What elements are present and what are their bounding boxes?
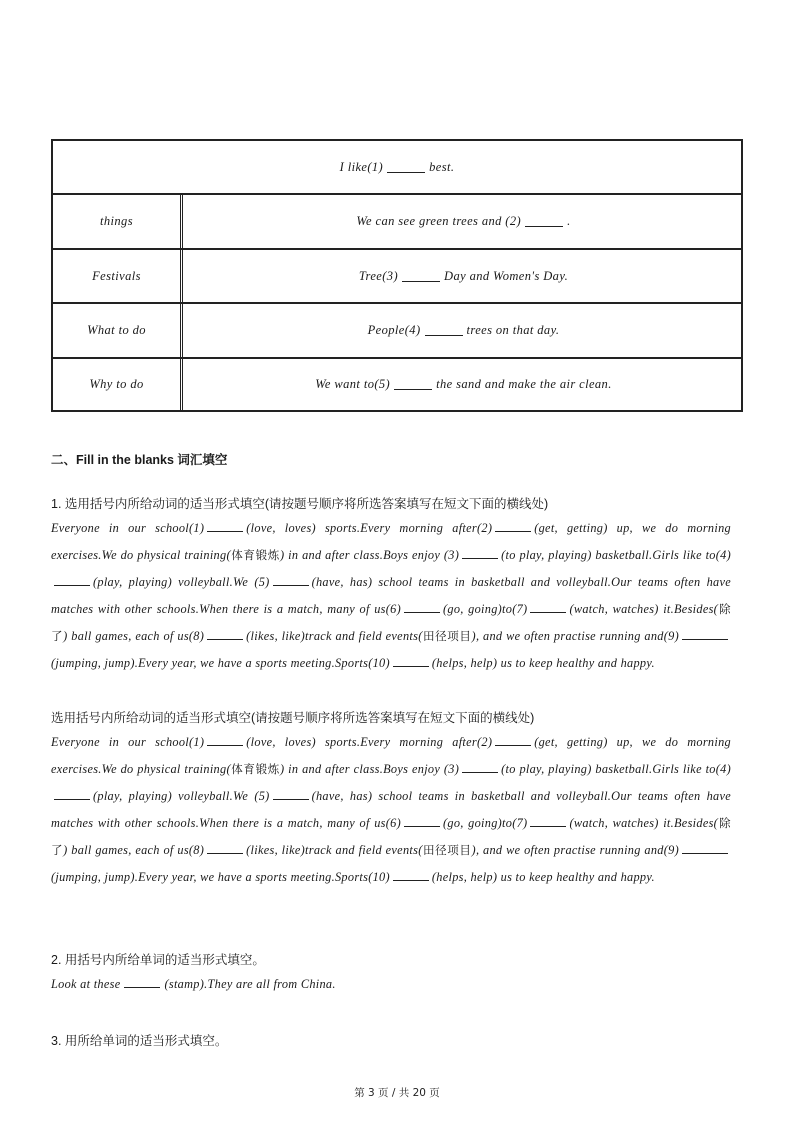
question-1-prompt: 1. 选用括号内所给动词的适当形式填空(请按题号顺序将所选答案填写在短文下面的横线处) xyxy=(51,497,549,511)
row-text-post: . xyxy=(567,214,571,228)
row-text-pre: We want to(5) xyxy=(315,377,391,391)
passage-text: (to play, playing) basketball.Girls like to(4) xyxy=(501,547,731,562)
answer-blank[interactable] xyxy=(393,656,429,667)
table-row xyxy=(53,195,741,250)
row-content xyxy=(186,195,741,248)
answer-blank[interactable] xyxy=(462,762,498,773)
passage-text: (love, loves) sports.Every morning after(2) xyxy=(246,521,493,535)
passage-text: ) in and after class.Boys enjoy (3) xyxy=(279,761,460,776)
row-text-pre: People(4) xyxy=(367,323,421,337)
answer-blank[interactable] xyxy=(495,521,531,532)
passage-text: (jumping, jump).Every year, we have a sports meeting.Sports(10) xyxy=(51,655,390,670)
answer-blank[interactable] xyxy=(273,789,309,800)
answer-blank[interactable] xyxy=(404,816,440,827)
passage-text: (get, getting) up, we do morning exercises.We do physical training( xyxy=(51,735,731,776)
answer-blank[interactable] xyxy=(682,843,728,854)
passage-text: (watch, watches) it.Besides( xyxy=(569,815,719,830)
passage-text: (get, getting) up, we do morning exercises.We do physical training( xyxy=(51,521,731,562)
answer-blank[interactable] xyxy=(54,789,90,800)
row-label: things xyxy=(53,195,183,248)
answer-blank[interactable] xyxy=(124,977,160,988)
answer-blank[interactable] xyxy=(207,521,243,532)
passage-text: (go, going)to(7) xyxy=(442,601,528,616)
table-row xyxy=(53,359,741,410)
passage-text: (go, going)to(7) xyxy=(442,815,528,830)
passage-text: ) ball games, each of us(8) xyxy=(63,842,205,857)
passage-text: Everyone in our school(1) xyxy=(51,521,205,535)
answer-blank[interactable] xyxy=(682,629,728,640)
question-3-prompt: 3. 用所给单词的适当形式填空。 xyxy=(51,1034,228,1048)
passage-text: (helps, help) us to keep healthy and happy. xyxy=(431,655,655,670)
passage-text: (likes, like)track and field events( xyxy=(246,842,423,857)
passage-text: (jumping, jump).Every year, we have a sports meeting.Sports(10) xyxy=(51,869,390,884)
question-2-prompt: 2. 用括号内所给单词的适当形式填空。 xyxy=(51,953,265,967)
row-content xyxy=(186,359,741,410)
table-row xyxy=(53,250,741,304)
passage-text: (play, playing) volleyball.We (5) xyxy=(93,574,270,589)
passage-text: (likes, like)track and field events( xyxy=(246,628,423,643)
question-1-prompt-repeat: 选用括号内所给动词的适当形式填空(请按题号顺序将所选答案填写在短文下面的横线处) xyxy=(51,711,535,725)
header-text-post: best. xyxy=(429,159,455,174)
passage-text: (love, loves) sports.Every morning after(2) xyxy=(246,735,493,749)
passage-text: ), and we often practise running and(9) xyxy=(471,628,679,643)
sentence-text-pre: Look at these xyxy=(51,977,121,991)
row-text-pre: We can see green trees and (2) xyxy=(356,214,522,228)
row-label: Why to do xyxy=(53,359,183,410)
blank-2[interactable] xyxy=(525,216,563,227)
passage-text: (have, has) school teams in basketball and volleyball.Our teams often have matches with other schools.When there is a match, many of us(6) xyxy=(51,574,732,616)
table-header-row xyxy=(53,141,741,195)
question-1-passage-repeat xyxy=(51,729,731,890)
passage-text: (watch, watches) it.Besides( xyxy=(569,601,719,616)
row-label: What to do xyxy=(53,304,183,357)
table-row xyxy=(53,304,741,359)
answer-blank[interactable] xyxy=(530,816,566,827)
page-footer: 第 3 页 / 共 20 页 xyxy=(354,1087,440,1099)
answer-blank[interactable] xyxy=(404,602,440,613)
passage-cn: 体育锻炼 xyxy=(230,547,280,562)
passage-cn: 体育锻炼 xyxy=(230,761,280,776)
passage-text: Everyone in our school(1) xyxy=(51,735,205,749)
header-text-pre: I like(1) xyxy=(339,159,384,174)
blank-4[interactable] xyxy=(425,325,463,336)
sentence-text-post: (stamp).They are all from China. xyxy=(164,977,336,991)
row-label: Festivals xyxy=(53,250,183,302)
passage-text: (helps, help) us to keep healthy and happy. xyxy=(431,869,655,884)
passage-cn: 除了 xyxy=(51,815,731,857)
question-2-sentence xyxy=(51,977,336,992)
answer-blank[interactable] xyxy=(207,843,243,854)
passage-text: ) in and after class.Boys enjoy (3) xyxy=(279,547,460,562)
answer-blank[interactable] xyxy=(273,575,309,586)
row-text-post: Day and Women's Day. xyxy=(444,268,569,283)
passage-cn: 田径项目 xyxy=(422,628,472,643)
row-text-pre: Tree(3) xyxy=(358,268,399,283)
row-text-post: the sand and make the air clean. xyxy=(436,377,612,391)
info-table xyxy=(51,139,743,412)
answer-blank[interactable] xyxy=(207,735,243,746)
question-1-passage xyxy=(51,515,731,676)
answer-blank[interactable] xyxy=(54,575,90,586)
passage-text: ) ball games, each of us(8) xyxy=(63,628,205,643)
row-content xyxy=(186,250,741,302)
passage-text: (to play, playing) basketball.Girls like to(4) xyxy=(501,761,731,776)
section-title: 二、Fill in the blanks 词汇填空 xyxy=(51,453,228,467)
passage-cn: 除了 xyxy=(51,601,731,643)
blank-5[interactable] xyxy=(394,379,432,390)
passage-text: ), and we often practise running and(9) xyxy=(471,842,679,857)
blank-1[interactable] xyxy=(387,162,425,173)
answer-blank[interactable] xyxy=(530,602,566,613)
row-text-post: trees on that day. xyxy=(466,323,560,337)
blank-3[interactable] xyxy=(402,271,440,282)
passage-text: (have, has) school teams in basketball and volleyball.Our teams often have matches with other schools.When there is a match, many of us(6) xyxy=(51,788,732,830)
row-content xyxy=(186,304,741,357)
passage-cn: 田径项目 xyxy=(422,842,472,857)
answer-blank[interactable] xyxy=(207,629,243,640)
passage-text: (play, playing) volleyball.We (5) xyxy=(93,788,270,803)
table-header-cell xyxy=(53,141,741,193)
answer-blank[interactable] xyxy=(462,548,498,559)
answer-blank[interactable] xyxy=(495,735,531,746)
answer-blank[interactable] xyxy=(393,870,429,881)
